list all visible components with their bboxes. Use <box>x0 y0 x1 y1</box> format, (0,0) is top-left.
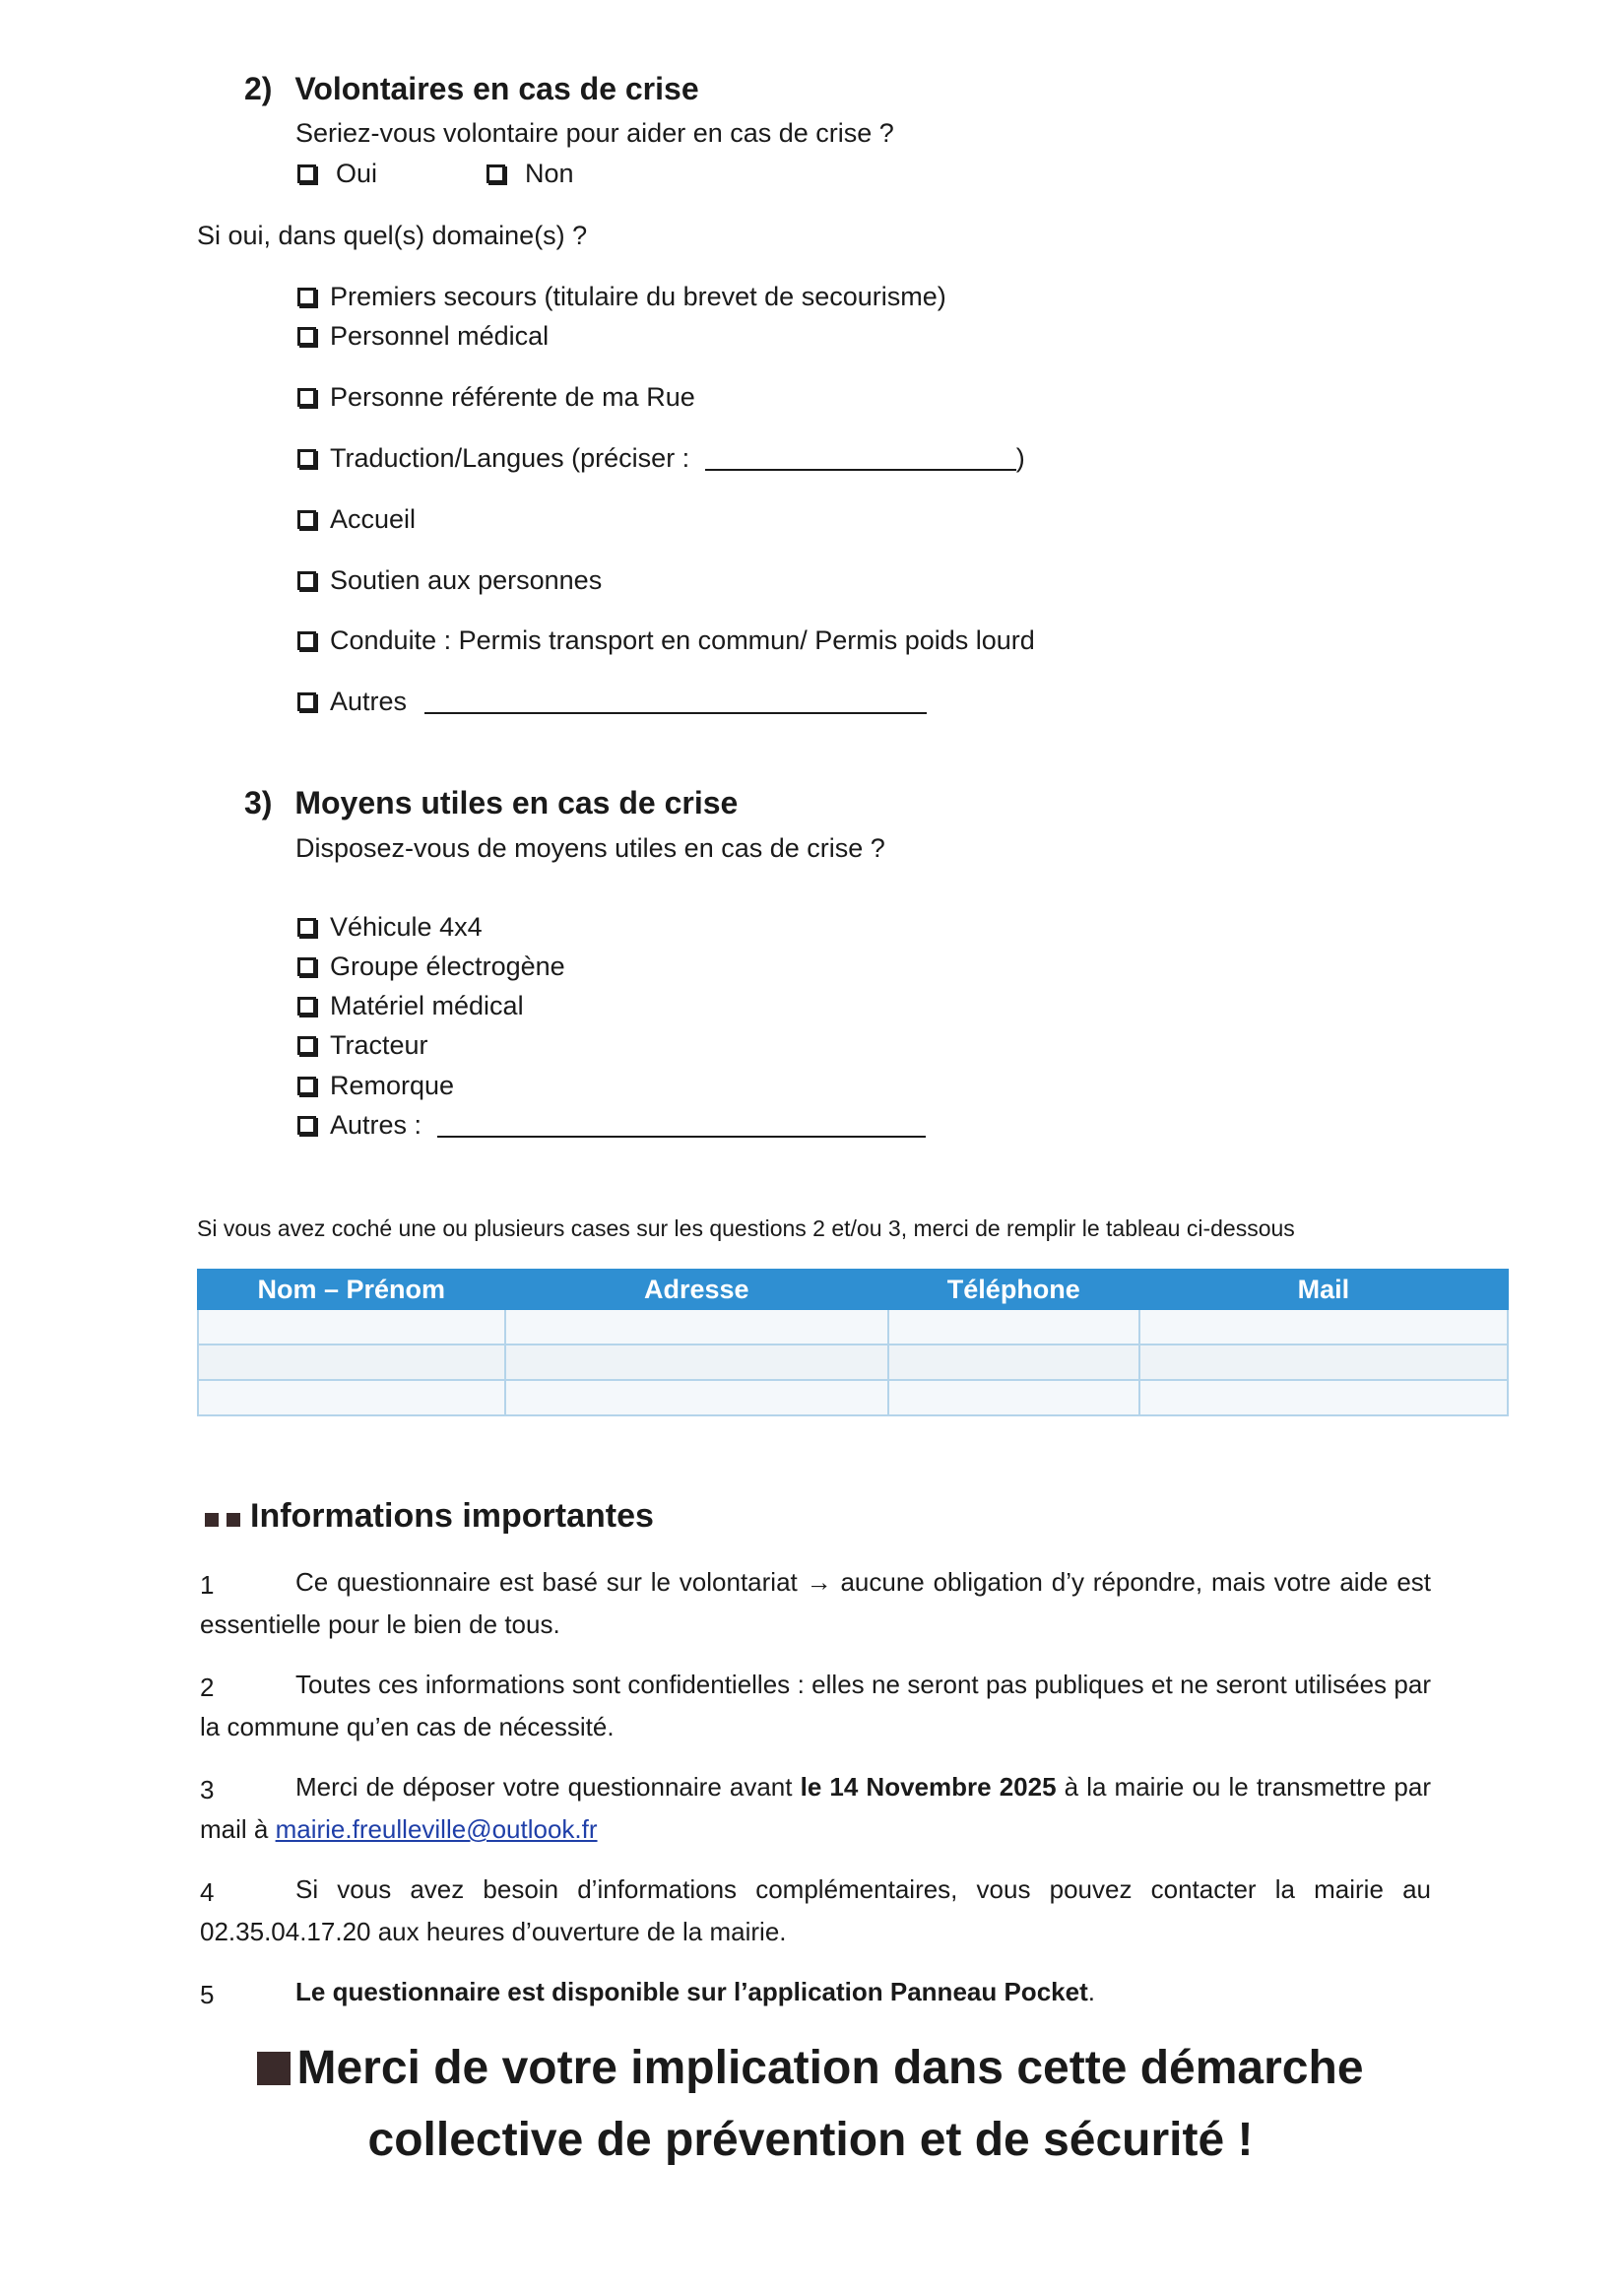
option-personnel-medical[interactable]: Personnel médical <box>297 321 549 352</box>
checkbox-icon[interactable] <box>297 1077 316 1095</box>
domains-question: Si oui, dans quel(s) domaine(s) ? <box>197 221 588 250</box>
table-cell[interactable] <box>198 1309 505 1345</box>
option-oui[interactable]: Oui <box>297 159 377 189</box>
table-intro: Si vous avez coché une ou plusieurs cases sur les questions 2 et/ou 3, merci de remplir le tableau ci-dessous <box>197 1215 1295 1241</box>
option-tracteur[interactable]: Tracteur <box>297 1030 428 1061</box>
info-heading <box>205 1497 654 1536</box>
section3-title: Moyens utiles en cas de crise <box>294 785 739 820</box>
section3-heading <box>244 785 738 821</box>
checkbox-icon[interactable] <box>297 631 316 650</box>
bullet-square-icon <box>227 1513 240 1527</box>
table-cell[interactable] <box>505 1380 888 1415</box>
checkbox-icon[interactable] <box>297 164 316 183</box>
info-item-number: 1 <box>200 1570 215 1600</box>
autres-moyens-blank-field[interactable] <box>437 1110 926 1138</box>
header-nom-prenom: Nom – Prénom <box>198 1270 505 1309</box>
table-row <box>198 1309 1508 1345</box>
info-item-5: Le questionnaire est disponible sur l’application Panneau Pocket. <box>295 1977 1095 2006</box>
section3-number: 3) <box>244 785 273 820</box>
option-materiel-medical[interactable]: Matériel médical <box>297 991 524 1021</box>
table-cell[interactable] <box>1139 1380 1508 1415</box>
closing-line-1: Merci de votre implication dans cette démarche <box>0 2041 1621 2095</box>
option-personne-referente[interactable]: Personne référente de ma Rue <box>297 382 695 413</box>
section2-number: 2) <box>244 71 273 106</box>
checkbox-icon[interactable] <box>297 692 316 711</box>
checkbox-icon[interactable] <box>297 957 316 976</box>
info-item-number: 3 <box>200 1775 215 1804</box>
checkbox-icon[interactable] <box>297 1116 316 1135</box>
closing-line-2: collective de prévention et de sécurité ! <box>367 2114 1254 2166</box>
table-cell[interactable] <box>198 1380 505 1415</box>
option-autres-domaine[interactable]: Autres <box>297 687 927 717</box>
checkbox-icon[interactable] <box>297 288 316 306</box>
info-item-1: Ce questionnaire est basé sur le volontariat → aucune obligation d’y répondre, mais votre aide est essentielle pour le bien de tous. <box>200 1567 1431 1639</box>
option-groupe-electrogene[interactable]: Groupe électrogène <box>297 951 565 982</box>
autres-domaine-blank-field[interactable] <box>424 687 927 714</box>
checkbox-icon[interactable] <box>297 449 316 468</box>
table-cell[interactable] <box>888 1345 1139 1380</box>
section3-question: Disposez-vous de moyens utiles en cas de crise ? <box>295 833 885 863</box>
bullet-square-icon <box>257 2052 291 2085</box>
table-cell[interactable] <box>505 1345 888 1380</box>
bullet-square-icon <box>205 1513 219 1527</box>
table-row <box>198 1345 1508 1380</box>
info-item-4: Si vous avez besoin d’informations complémentaires, vous pouvez contacter la mairie au 02.35.04.17.20 aux heures d’ouverture de la mairie. <box>200 1874 1431 1946</box>
table-row <box>198 1380 1508 1415</box>
email-link[interactable]: mairie.freulleville@outlook.fr <box>275 1814 598 1844</box>
info-item-3: Merci de déposer votre questionnaire avant le 14 Novembre 2025 à la mairie ou le transmettre par mail à mairie.freulleville@outlook.fr <box>200 1772 1431 1844</box>
option-traduction[interactable]: Traduction/Langues (préciser : ) <box>297 443 1025 474</box>
info-item-number: 4 <box>200 1877 215 1907</box>
info-title: Informations importantes <box>250 1497 654 1535</box>
table-cell[interactable] <box>198 1345 505 1380</box>
table-cell[interactable] <box>1139 1309 1508 1345</box>
header-telephone: Téléphone <box>888 1270 1139 1309</box>
info-item-number: 2 <box>200 1673 215 1702</box>
checkbox-icon[interactable] <box>486 164 505 183</box>
option-soutien[interactable]: Soutien aux personnes <box>297 565 602 596</box>
checkbox-icon[interactable] <box>297 388 316 407</box>
table-cell[interactable] <box>888 1380 1139 1415</box>
table-cell[interactable] <box>888 1309 1139 1345</box>
info-item-number: 5 <box>200 1980 215 2009</box>
table-header-row <box>198 1270 1508 1309</box>
checkbox-icon[interactable] <box>297 1036 316 1055</box>
checkbox-icon[interactable] <box>297 918 316 937</box>
traduction-blank-field[interactable] <box>705 443 1016 471</box>
info-item-2: Toutes ces informations sont confidentielles : elles ne seront pas publiques et ne seront utilisées par la commune qu’en cas de nécessité. <box>200 1670 1431 1741</box>
section2-title: Volontaires en cas de crise <box>294 71 699 106</box>
option-remorque[interactable]: Remorque <box>297 1071 454 1101</box>
header-mail: Mail <box>1139 1270 1508 1309</box>
section2-question: Seriez-vous volontaire pour aider en cas de crise ? <box>295 118 894 148</box>
table-cell[interactable] <box>505 1309 888 1345</box>
option-accueil[interactable]: Accueil <box>297 504 416 535</box>
option-conduite[interactable]: Conduite : Permis transport en commun/ Permis poids lourd <box>297 625 1035 656</box>
checkbox-icon[interactable] <box>297 571 316 590</box>
option-premiers-secours[interactable]: Premiers secours (titulaire du brevet de secourisme) <box>297 282 946 312</box>
header-adresse: Adresse <box>505 1270 888 1309</box>
option-non[interactable]: Non <box>486 159 574 189</box>
table-cell[interactable] <box>1139 1345 1508 1380</box>
option-vehicule[interactable]: Véhicule 4x4 <box>297 912 483 943</box>
section2-heading <box>244 71 699 107</box>
checkbox-icon[interactable] <box>297 327 316 346</box>
option-autres-moyens[interactable]: Autres : <box>297 1110 926 1141</box>
contact-table <box>197 1269 1509 1416</box>
checkbox-icon[interactable] <box>297 510 316 529</box>
checkbox-icon[interactable] <box>297 997 316 1016</box>
